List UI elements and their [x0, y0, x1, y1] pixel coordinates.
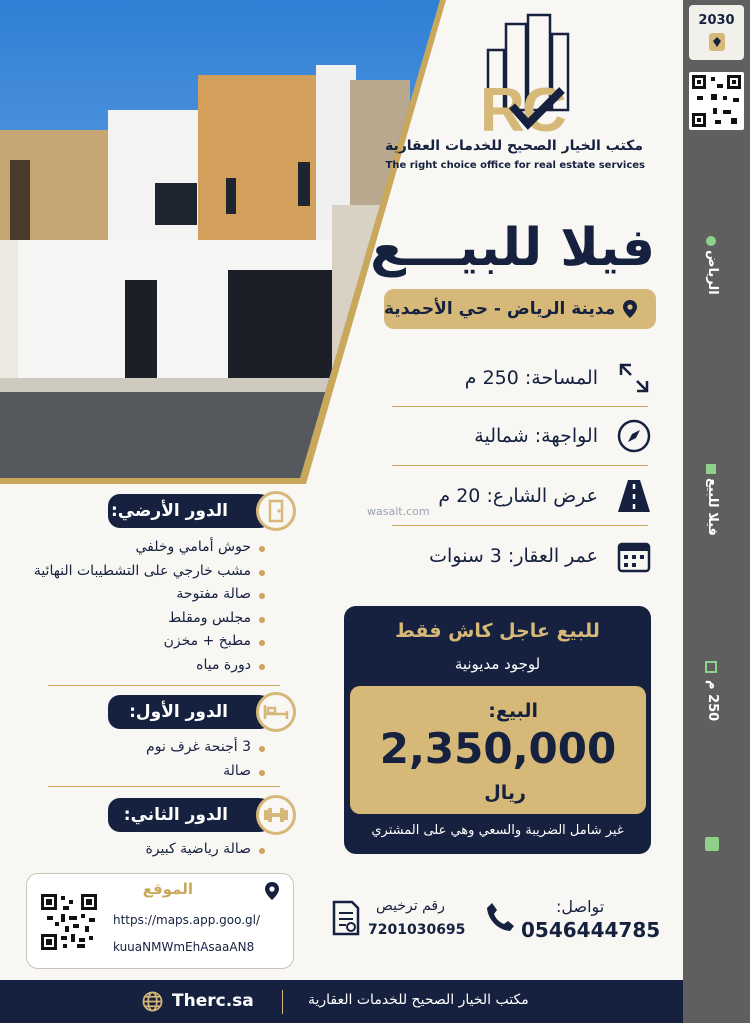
list-item: مجلس ومقلط: [34, 607, 265, 631]
expand-icon: [616, 360, 652, 396]
spec-divider: [392, 406, 648, 407]
location-pin-icon: [265, 882, 279, 900]
price-label: البيع:: [488, 700, 538, 722]
door-icon: [256, 491, 296, 531]
chat-icon: [704, 836, 720, 852]
compass-icon: [616, 418, 652, 454]
map-link[interactable]: https://maps.app.goo.gl/: [113, 913, 261, 927]
svg-text:R: R: [480, 76, 525, 145]
floor-first-header: [108, 695, 276, 729]
list-item: مطبخ + مخزن: [34, 630, 265, 654]
spec-divider: [392, 525, 648, 526]
contact-phone[interactable]: 0546444785: [521, 918, 661, 942]
map-box[interactable]: [26, 873, 294, 969]
crest-icon: [706, 31, 728, 53]
side-area: 250 م: [705, 680, 720, 722]
license-number: 7201030695: [368, 922, 466, 938]
spec-facade: [390, 410, 652, 462]
list-item: صالة: [146, 760, 265, 784]
list-item: مشب خارجي على التشطيبات النهائية: [34, 560, 265, 584]
floor-second-header: [108, 798, 276, 832]
debt-note: لوجود مديونية: [454, 655, 541, 673]
bed-icon: [256, 692, 296, 732]
floor-second-title: الدور الثاني:: [123, 805, 228, 825]
contact-label: تواصل:: [556, 897, 605, 916]
side-qr-code[interactable]: [689, 72, 744, 130]
vision-2030-badge: [689, 5, 744, 60]
footer-website[interactable]: Therc.sa: [172, 991, 254, 1011]
side-city: الرياض: [705, 250, 720, 295]
document-icon: [332, 900, 360, 936]
list-item: حوش أمامي وخلفي: [34, 536, 265, 560]
svg-text:C: C: [522, 76, 567, 145]
price-card: [344, 606, 651, 854]
list-item: صالة مفتوحة: [34, 583, 265, 607]
price-box: [350, 686, 646, 814]
office-logo: [410, 10, 670, 180]
home-icon: [704, 462, 718, 476]
floor-second-list: [145, 838, 265, 862]
road-icon: [616, 478, 652, 514]
qr-code-icon[interactable]: [41, 894, 97, 950]
phone-icon: [486, 902, 514, 932]
list-item: دورة مياه: [34, 654, 265, 678]
price-note: غير شامل الضريبة والسعي وهي على المشتري: [371, 823, 624, 838]
price-currency: ريال: [484, 782, 526, 804]
watermark: wasalt.com: [367, 505, 430, 518]
floor-first-title: الدور الأول:: [129, 702, 228, 722]
side-type: فيلا للبيع: [705, 478, 720, 536]
footer: [0, 980, 683, 1023]
spec-area-text: المساحة: 250 م: [464, 367, 598, 389]
area-icon: [704, 660, 718, 674]
footer-divider: [282, 990, 283, 1014]
spec-area: [390, 352, 652, 404]
office-name-en: The right choice office for real estate services: [385, 160, 645, 171]
floor-ground-header: [108, 494, 276, 528]
list-item: صالة رياضية كبيرة: [145, 838, 265, 862]
globe-icon: [142, 991, 163, 1012]
urgent-sale-text: للبيع عاجل كاش فقط: [395, 620, 600, 642]
spec-street-text: عرض الشارع: 20 م: [438, 485, 598, 507]
location-pin-icon: [704, 234, 718, 248]
location-text: مدينة الرياض - حي الأحمدية: [384, 299, 616, 319]
spec-facade-text: الواجهة: شمالية: [474, 425, 598, 447]
map-link-code[interactable]: kuuaNMWmEhAsaaAN8: [113, 940, 255, 954]
calendar-icon: [616, 538, 652, 574]
price-value: 2,350,000: [379, 724, 617, 773]
spec-age: [390, 530, 652, 582]
office-name-ar: مكتب الخيار الصحيح للخدمات العقارية: [384, 138, 643, 154]
vision-year: 2030: [698, 13, 735, 28]
floor-divider: [48, 685, 280, 686]
location-pin-icon: [623, 300, 637, 318]
floor-ground-title: الدور الأرضي:: [111, 501, 228, 521]
location-badge: [384, 289, 656, 329]
qr-code-icon: [689, 72, 744, 130]
list-item: 3 أجنحة غرف نوم: [146, 736, 265, 760]
floor-first-list: [146, 736, 265, 783]
floor-ground-list: [34, 536, 265, 677]
dumbbell-icon: [256, 795, 296, 835]
logo-mark-icon: [410, 10, 670, 145]
spec-age-text: عمر العقار: 3 سنوات: [429, 545, 598, 567]
license-label: رقم ترخيص: [376, 898, 445, 914]
spec-divider: [392, 465, 648, 466]
listing-title: فيلا للبيـــع: [370, 218, 655, 278]
map-title: الموقع: [142, 880, 193, 898]
floor-divider: [48, 786, 280, 787]
footer-office-name: مكتب الخيار الصحيح للخدمات العقارية: [308, 992, 529, 1008]
